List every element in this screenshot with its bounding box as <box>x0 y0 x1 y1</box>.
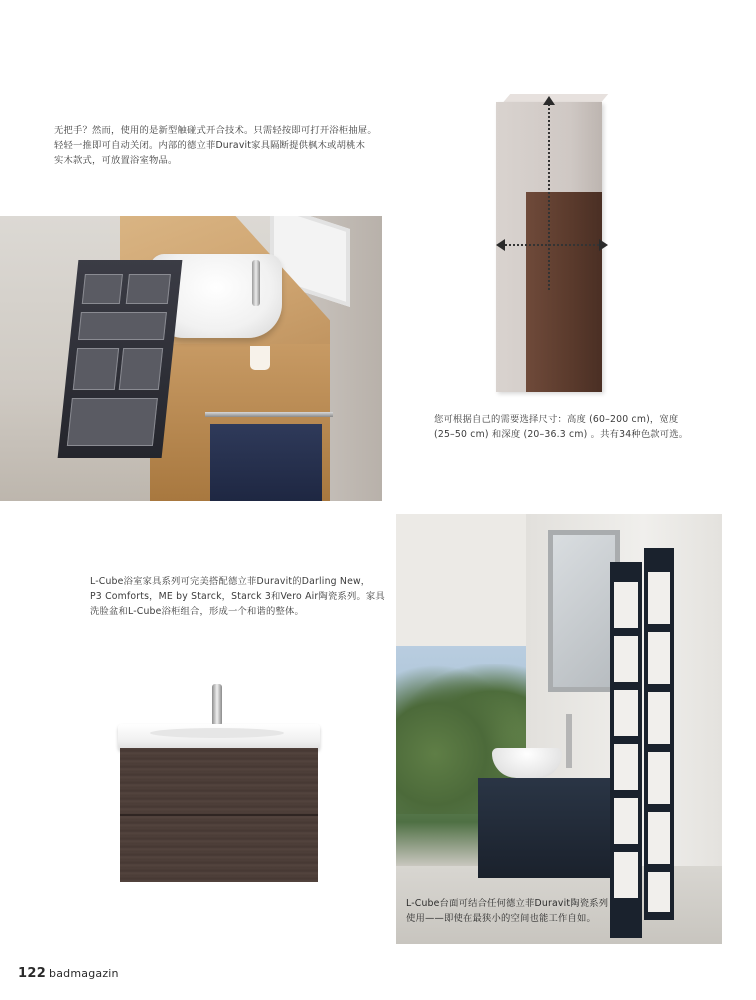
intro-text <box>54 123 377 168</box>
page-number: 122 <box>18 966 47 981</box>
towel-image <box>210 424 322 501</box>
caption-text <box>406 896 608 926</box>
caption-line: L-Cube台面可结合任何德立菲Duravit陶瓷系列 <box>406 898 609 909</box>
height-dimension-line <box>548 100 550 290</box>
intro-line: 轻轻一推即可自动关闭。内部的德立菲Duravit家具隔断提供枫木或胡桃木 <box>54 140 366 151</box>
width-dimension-line <box>502 244 602 246</box>
sink-cabinet-photo <box>114 684 324 884</box>
drawer-vanity-photo <box>0 216 382 501</box>
sizes-text <box>434 412 688 442</box>
cabinet-door <box>526 192 602 392</box>
combo-line: L-Cube浴室家具系列可完美搭配德立菲Duravit的Darling New， <box>90 576 371 587</box>
drawer-gap <box>120 814 318 816</box>
intro-line: 无把手？然而，使用的是新型触碰式开合技术。只需轻按即可打开浴柜抽屉。 <box>54 125 377 136</box>
towel-rail <box>205 412 333 417</box>
arrow-up-icon <box>543 96 555 105</box>
sizes-line: (25–50 cm) 和深度 (20–36.3 cm) 。共有34种色款可选。 <box>434 429 689 440</box>
dark-vanity <box>478 778 614 878</box>
faucet-image <box>212 684 222 726</box>
bathroom-scene-photo <box>396 514 722 944</box>
combo-line: 洗脸盆和L-Cube浴柜组合，形成一个和谐的整体。 <box>90 606 305 617</box>
basin-bowl <box>150 728 284 738</box>
caption-line: 使用——即使在最狭小的空间也能工作自如。 <box>406 913 596 924</box>
sizes-line: 您可根据自己的需要选择尺寸：高度 (60–200 cm)，宽度 <box>434 414 679 425</box>
faucet-image <box>252 260 260 306</box>
combo-line: P3 Comforts，ME by Starck，Starck 3和Vero Air陶瓷系列。家具 <box>90 591 385 602</box>
tall-shelf-left <box>610 562 642 938</box>
intro-line: 实木款式，可放置浴室物品。 <box>54 155 178 166</box>
arrow-left-icon <box>496 239 505 251</box>
tall-cabinet-photo <box>496 94 608 394</box>
tall-shelf-right <box>644 548 674 920</box>
arrow-right-icon <box>599 239 608 251</box>
open-drawer <box>58 260 183 458</box>
magazine-name: badmagazin <box>49 967 119 980</box>
wall-tap <box>566 714 572 768</box>
combo-text <box>90 574 385 619</box>
cup-image <box>250 346 270 370</box>
page-folio <box>18 966 119 981</box>
vessel-basin <box>492 748 562 778</box>
